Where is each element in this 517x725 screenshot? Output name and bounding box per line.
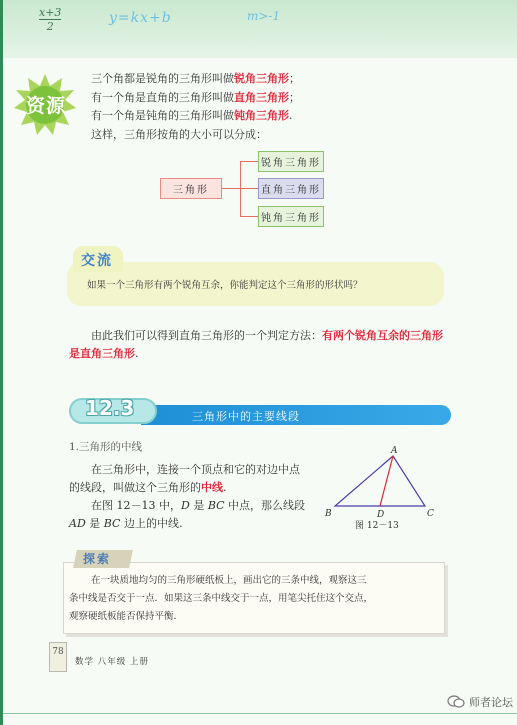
explore-line-3: 观察硬纸板能否保持平衡． <box>69 611 184 622</box>
connector-top <box>240 161 258 162</box>
bottom-rule <box>3 713 517 714</box>
exchange-title: 交流 <box>81 253 113 269</box>
resource-line-4: 这样，三角形按角的大小可以分成： <box>91 128 267 141</box>
connector-vertical <box>240 161 241 217</box>
conclusion-line-2: 是直角三角形. <box>69 347 139 360</box>
connector-bottom <box>240 216 258 217</box>
explore-line-2: 条中线是否交于一点．如果这三条中线交于一点，用笔尖托住这个交点， <box>69 593 374 604</box>
chat-bubble-icon <box>447 695 465 709</box>
header-formula-1: y=kx+b <box>109 10 172 26</box>
vertex-label-a: A <box>391 446 398 456</box>
explore-line-1: 在一块质地均匀的三角形硬纸板上，画出它的三条中线，观察这三 <box>91 575 367 586</box>
point-label-d: D <box>377 510 385 520</box>
subsection-heading: 1.三角形的中线 <box>69 441 143 453</box>
fraction-denominator: 2 <box>46 20 54 33</box>
watermark <box>447 694 513 710</box>
resource-line-2: 有一个角是直角的三角形叫做直角三角形； <box>91 91 300 104</box>
class-obtuse-box: 钝角三角形 <box>258 206 324 227</box>
exchange-question: 如果一个三角形有两个锐角互余，你能判定这个三角形的形状吗？ <box>87 280 363 291</box>
section-number: 12.3 <box>85 396 135 420</box>
fraction-numerator: x+3 <box>39 6 62 19</box>
term-median: 中线 <box>201 481 223 494</box>
term-acute-triangle: 锐角三角形 <box>234 72 289 85</box>
median-def-line-1: 在三角形中，连接一个顶点和它的对边中点 <box>91 463 300 476</box>
class-root-box: 三角形 <box>160 178 222 199</box>
conclusion-rule: 有两个锐角互余的三角形 <box>322 329 443 342</box>
term-right-triangle: 直角三角形 <box>234 91 289 104</box>
resource-line-1: 三个角都是锐角的三角形叫做锐角三角形； <box>91 72 300 85</box>
class-acute-box: 锐角三角形 <box>258 151 324 172</box>
triangle-abc <box>335 456 425 506</box>
header-formula-2: m>-1 <box>247 9 281 23</box>
conclusion-line-1: 由此我们可以得到直角三角形的一个判定方法：有两个锐角互余的三角形 <box>91 329 443 342</box>
median-example-line-1: 在图 12－13 中，D 是 BC 中点，那么线段 <box>91 499 306 512</box>
vertex-label-c: C <box>427 509 434 519</box>
median-example-line-2: AD 是 BC 边上的中线. <box>69 517 183 530</box>
page-number: 78 <box>49 642 67 672</box>
header-fraction <box>39 6 61 33</box>
connector-root <box>222 188 240 189</box>
connector-middle <box>240 188 258 189</box>
watermark-text: 师者论坛 <box>469 696 513 709</box>
vertex-label-b: B <box>325 509 332 519</box>
median-def-line-2: 的线段，叫做这个三角形的中线. <box>69 481 227 494</box>
class-right-box: 直角三角形 <box>258 178 324 199</box>
explore-title: 探索 <box>83 552 112 566</box>
resource-badge-label: 资源 <box>26 95 67 117</box>
resource-line-3: 有一个角是钝角的三角形叫做钝角三角形. <box>91 109 293 122</box>
section-title: 三角形中的主要线段 <box>192 410 300 423</box>
figure-caption: 图 12－13 <box>355 521 399 531</box>
term-obtuse-triangle: 钝角三角形 <box>234 109 289 122</box>
book-title: 数学 八年级 上册 <box>75 657 149 667</box>
median-ad <box>380 456 393 506</box>
